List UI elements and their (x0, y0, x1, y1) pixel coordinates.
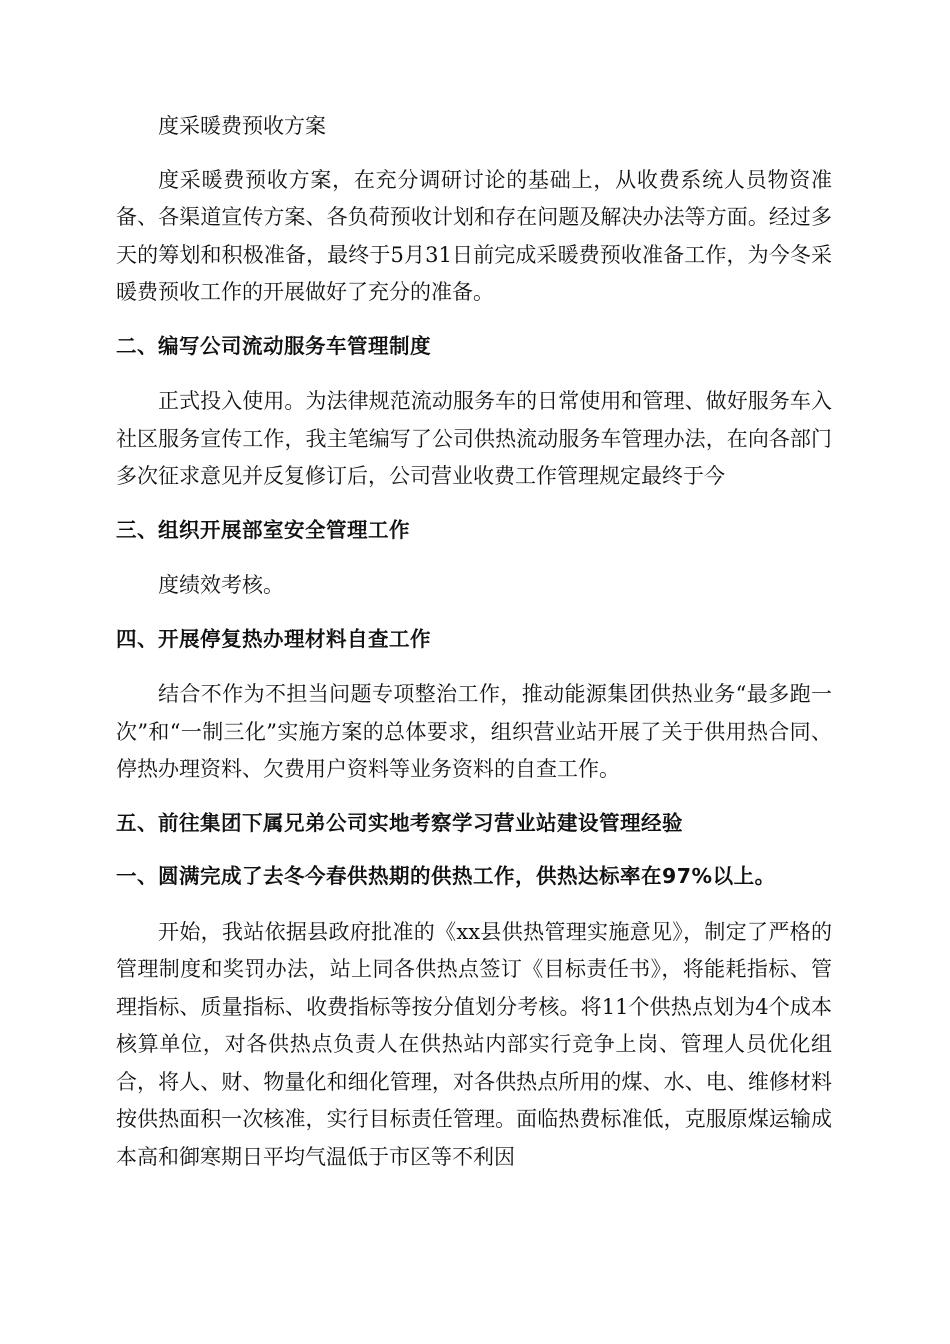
heading-field-study: 五、前往集团下属兄弟公司实地考察学习营业站建设管理经验 (116, 810, 683, 835)
paragraph-service-vehicle: 正式投入使用。为法律规范流动服务车的日常使用和管理、做好服务车入社区服务宣传工作，我主笔编写了公司供热流动服务车管理办法，在向各部门多次征求意见并反复修订后，公司营业收费工作管理规定最终于今 (116, 389, 832, 488)
paragraph-plan-body: 度采暖费预收方案，在充分调研讨论的基础上，从收费系统人员物资准备、各渠道宣传方案、各负荷预收计划和存在问题及解决办法等方面。经过多天的筹划和积极准备，最终于5月31日前完成采暖费预收准备工作，为今冬采暖费预收工作的开展做好了充分的准备。 (116, 167, 832, 304)
paragraph-performance-review: 度绩效考核。 (158, 573, 284, 597)
heading-heating-completed: 一、圆满完成了去冬今春供热期的供热工作，供热达标率在97%以上。 (116, 864, 776, 888)
heading-safety-management: 三、组织开展部室安全管理工作 (116, 517, 410, 542)
document-page (116, 108, 832, 1176)
paragraph-heating-management: 开始，我站依据县政府批准的《xx县供热管理实施意见》，制定了严格的管理制度和奖罚办法，站上同各供热点签订《目标责任书》，将能耗指标、管理指标、质量指标、收费指标等按分值划分考核。将11个供热点划为4个成本核算单位，对各供热点负责人在供热站内部实行竞争上岗、管理人员优化组合，将人、财、物量化和细化管理，对各供热点所用的煤、水、电、维修材料按供热面积一次核准，实行目标责任管理。面临热费标准低，克服原煤运输成本高和御寒期日平均气温低于市区等不利因 (116, 919, 832, 1169)
paragraph-self-inspection: 结合不作为不担当问题专项整治工作，推动能源集团供热业务“最多跑一次”和“一制三化”实施方案的总体要求，组织营业站开展了关于供用热合同、停热办理资料、欠费用户资料等业务资料的自查工作。 (116, 682, 832, 781)
heading-self-inspection: 四、开展停复热办理材料自查工作 (116, 626, 431, 651)
paragraph-plan-title: 度采暖费预收方案 (158, 114, 326, 138)
heading-service-vehicle: 二、编写公司流动服务车管理制度 (116, 333, 431, 358)
